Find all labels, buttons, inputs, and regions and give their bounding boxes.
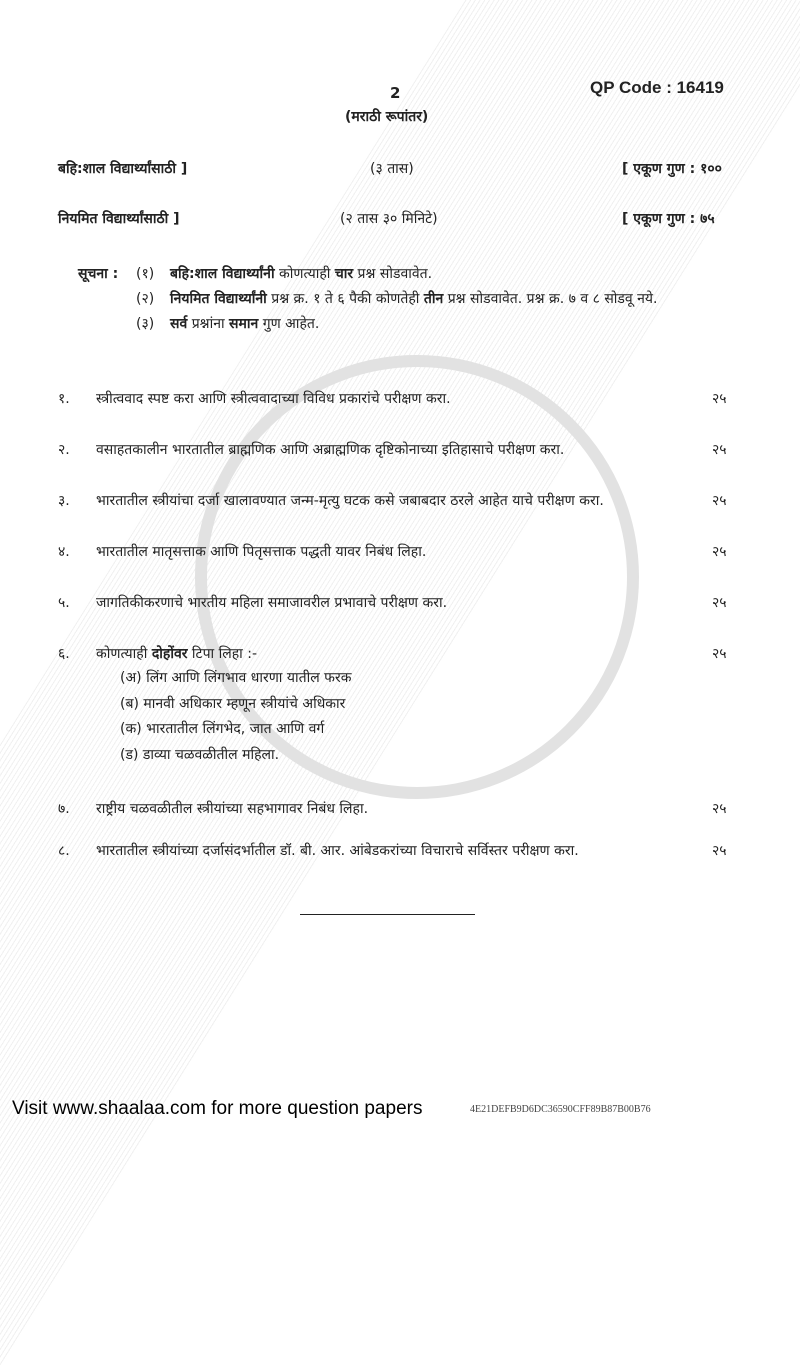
question: [58, 799, 748, 819]
instruction-item: (२) नियमित विद्यार्थ्यांनी प्रश्न क्र. १ ते ६ पैकी कोणतेही तीन प्रश्न सोडवावेत. प्रश्न क्र. ७ व ८ सोडवू नये.: [136, 291, 658, 307]
info-group: नियमित विद्यार्थ्यांसाठी ]: [58, 211, 180, 227]
sub-question: (ब) मानवी अधिकार म्हणून स्त्रीयांचे अधिकार: [120, 695, 346, 712]
question-number: ४.: [58, 544, 70, 560]
info-marks: [ एकूण गुण : ७५: [622, 211, 715, 227]
question: [58, 389, 748, 409]
question-marks: २५: [712, 646, 727, 662]
question-number: २.: [58, 442, 70, 458]
sub-question: (ड) डाव्या चळवळीतील महिला.: [120, 746, 280, 763]
question-text: वसाहतकालीन भारतातील ब्राह्मणिक आणि अब्राह्मणिक दृष्टिकोनाच्या इतिहासाचे परीक्षण करा.: [96, 442, 565, 458]
instruction-item: (१) बहि:शाल विद्यार्थ्यांनी कोणत्याही चार प्रश्न सोडवावेत.: [136, 266, 433, 282]
document-hash: 4E21DEFB9D6DC36590CFF89B87B00B76: [470, 1104, 651, 1115]
question-number: ५.: [58, 595, 70, 611]
question-text: राष्ट्रीय चळवळीतील स्त्रीयांच्या सहभागावर निबंध लिहा.: [96, 801, 369, 817]
question-number: ६.: [58, 646, 70, 662]
question-number: ७.: [58, 801, 70, 817]
question-marks: २५: [712, 391, 727, 407]
subtitle: (मराठी रूपांतर): [345, 109, 429, 125]
question-text: भारतातील स्त्रीयांच्या दर्जासंदर्भातील डॉ. बी. आर. आंबेडकरांच्या विचाराचे सर्विस्तर परीक्षण करा.: [96, 843, 579, 859]
question-marks: २५: [712, 442, 727, 458]
question-list: [58, 389, 748, 861]
question-text: स्त्रीत्ववाद स्पष्ट करा आणि स्त्रीत्ववादाच्या विविध प्रकारांचे परीक्षण करा.: [96, 391, 451, 407]
instructions-label: सूचना :: [78, 266, 119, 282]
page-number: 2: [390, 84, 401, 102]
question: [58, 644, 748, 768]
info-group: बहि:शाल विद्यार्थ्यांसाठी ]: [58, 161, 188, 177]
question-marks: २५: [712, 493, 727, 509]
qp-code: QP Code : 16419: [590, 78, 724, 97]
question-text: जागतिकीकरणाचे भारतीय महिला समाजावरील प्रभावाचे परीक्षण करा.: [96, 595, 448, 611]
question-number: ३.: [58, 493, 70, 509]
question-number: १.: [58, 391, 70, 407]
question: [58, 440, 748, 460]
question: [58, 841, 748, 861]
info-marks: [ एकूण गुण : १००: [622, 161, 722, 177]
question-marks: २५: [712, 595, 727, 611]
info-time: (२ तास ३० मिनिटे): [340, 211, 438, 227]
sub-question-list: [96, 666, 704, 768]
question: [58, 542, 748, 562]
question-marks: २५: [712, 843, 727, 859]
instruction-item-continued: व ८ सोडवू नये.: [580, 291, 658, 307]
question-number: ८.: [58, 843, 70, 859]
question: [58, 491, 748, 511]
instruction-item: (३) सर्व प्रश्नांना समान गुण आहेत.: [136, 316, 320, 332]
info-time: (३ तास): [370, 161, 414, 177]
question-marks: २५: [712, 801, 727, 817]
sub-question: (अ) लिंग आणि लिंगभाव धारणा यातील फरक: [120, 670, 352, 686]
sub-question: (क) भारतातील लिंगभेद, जात आणि वर्ग: [120, 721, 325, 737]
footer-visit-link[interactable]: Visit www.shaalaa.com for more question papers: [12, 1098, 423, 1119]
instructions: [78, 262, 768, 337]
question-marks: २५: [712, 544, 727, 560]
question-text: कोणत्याही दोहोंवर टिपा लिहा :-: [96, 646, 258, 662]
end-divider: [300, 914, 475, 915]
question-text: भारतातील मातृसत्ताक आणि पितृसत्ताक पद्धती यावर निबंध लिहा.: [96, 544, 427, 560]
question: [58, 593, 748, 613]
question-text: भारतातील स्त्रीयांचा दर्जा खालावण्यात जन्म-मृत्यु घटक कसे जबाबदार ठरले आहेत याचे परीक्षण करा.: [96, 493, 604, 509]
